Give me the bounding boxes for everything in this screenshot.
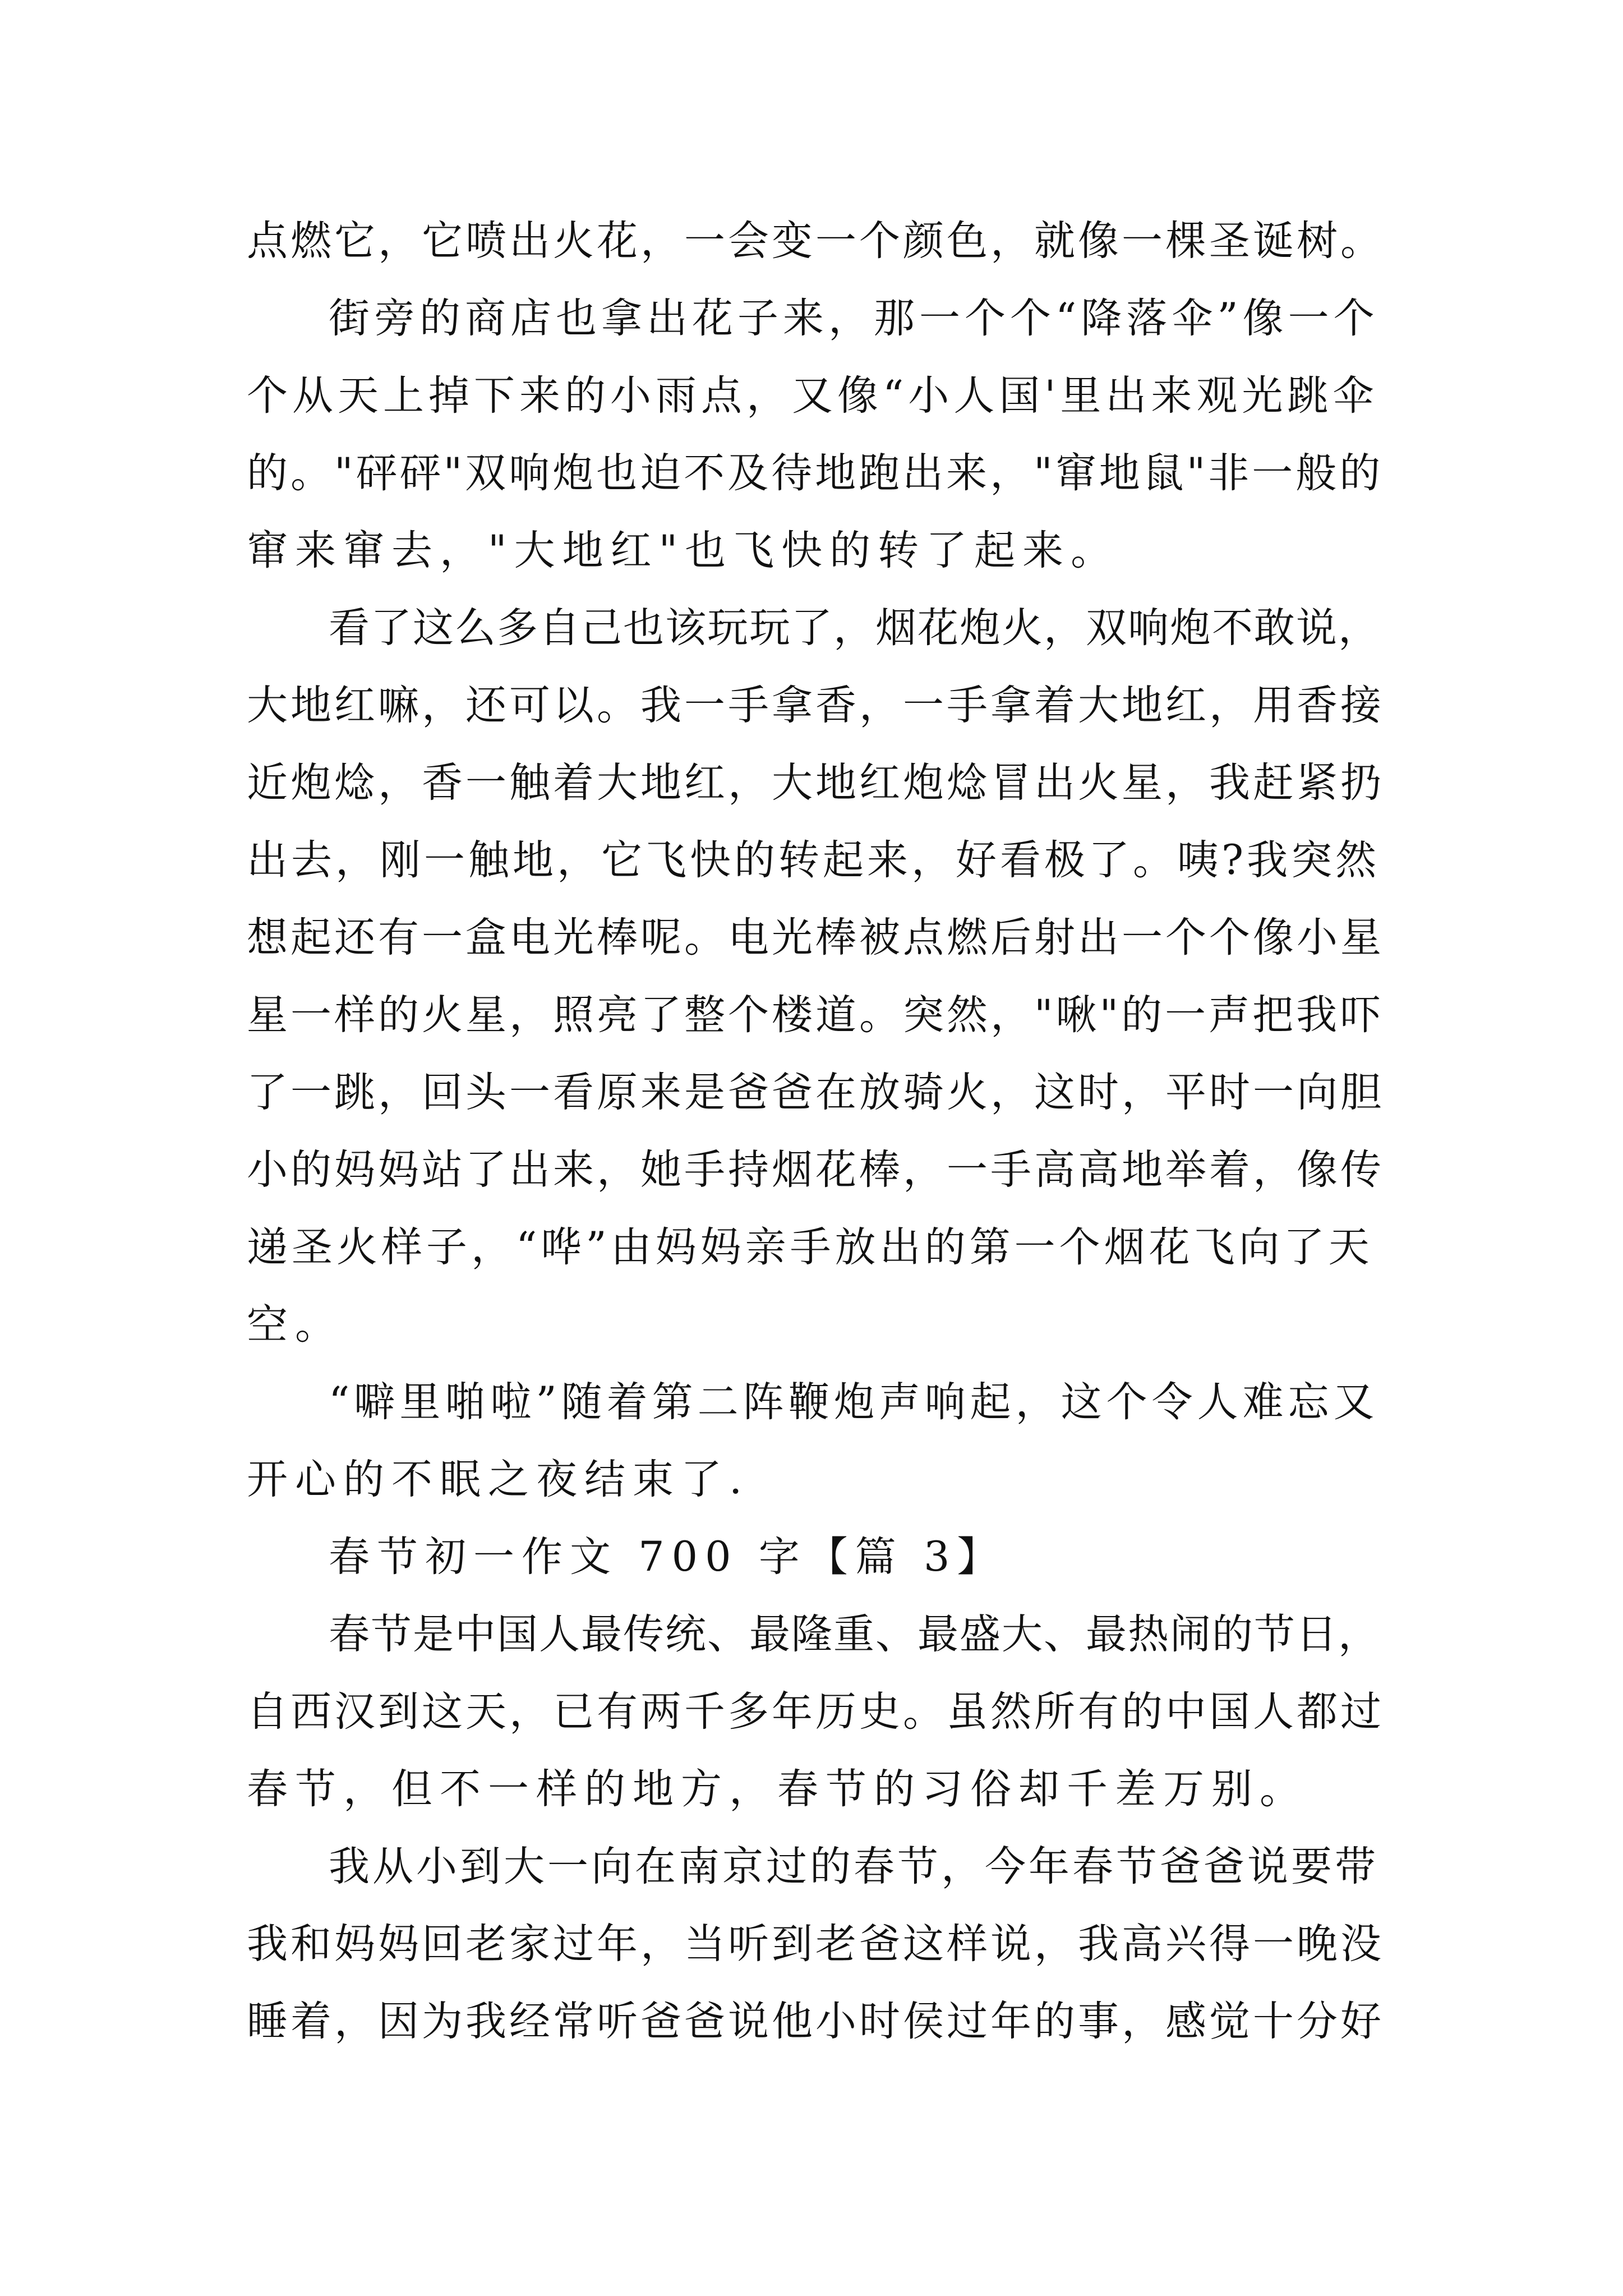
text-line: 出去，刚一触地，它飞快的转起来，好看极了。咦?我突然 [247, 836, 1380, 884]
text-line: 看了这么多自己也该玩玩了，烟花炮火，双响炮不敢说， [329, 604, 1380, 652]
text-line: 春节是中国人最传统、最隆重、最盛大、最热闹的节日， [329, 1611, 1380, 1658]
text-line: 我和妈妈回老家过年，当听到老爸这样说，我高兴得一晚没 [247, 1920, 1384, 1968]
text-line: 个从天上掉下来的小雨点，又像“小人国'里出来观光跳伞 [247, 372, 1378, 420]
text-line: 近炮焾，香一触着大地红，大地红炮焾冒出火星，我赶紧扔 [247, 759, 1384, 807]
text-line: 空。 [247, 1301, 343, 1349]
text-line: 星一样的火星，照亮了整个楼道。突然，"啾"的一声把我吓 [247, 991, 1384, 1039]
text-line: 了一跳，回头一看原来是爸爸在放骑火，这时，平时一向胆 [247, 1069, 1384, 1116]
text-line: 点燃它，它喷出火花，一会变一个颜色，就像一棵圣诞树。 [247, 217, 1384, 265]
text-line: 开心的不眠之夜结束了. [247, 1456, 750, 1503]
text-line: 睡着，因为我经常听爸爸说他小时侯过年的事，感觉十分好 [247, 1998, 1384, 2045]
text-line: 我从小到大一向在南京过的春节，今年春节爸爸说要带 [329, 1843, 1378, 1890]
text-line: 递圣火样子，“哗”由妈妈亲手放出的第一个烟花飞向了天 [247, 1223, 1373, 1271]
text-line: 窜来窜去，"大地红"也飞快的转了起来。 [247, 527, 1119, 574]
text-line: 想起还有一盒电光棒呢。电光棒被点燃后射出一个个像小星 [247, 914, 1384, 961]
text-line: 春节，但不一样的地方，春节的习俗却千差万别。 [247, 1765, 1308, 1813]
text-line: 街旁的商店也拿出花子来，那一个个“降落伞”像一个 [329, 295, 1379, 342]
section-heading: 春节初一作文 700 字【篇 3】 [329, 1533, 1006, 1581]
text-line: “噼里啪啦”随着第二阵鞭炮声响起，这个令人难忘又 [329, 1378, 1379, 1426]
text-line: 自西汉到这天，已有两千多年历史。虽然所有的中国人都过 [247, 1688, 1384, 1736]
text-line: 大地红嘛，还可以。我一手拿香，一手拿着大地红，用香接 [247, 682, 1384, 729]
text-line: 的。"砰砰"双响炮也迫不及待地跑出来，"窜地鼠"非一般的 [247, 449, 1384, 497]
text-line: 小的妈妈站了出来，她手持烟花棒，一手高高地举着，像传 [247, 1146, 1384, 1194]
